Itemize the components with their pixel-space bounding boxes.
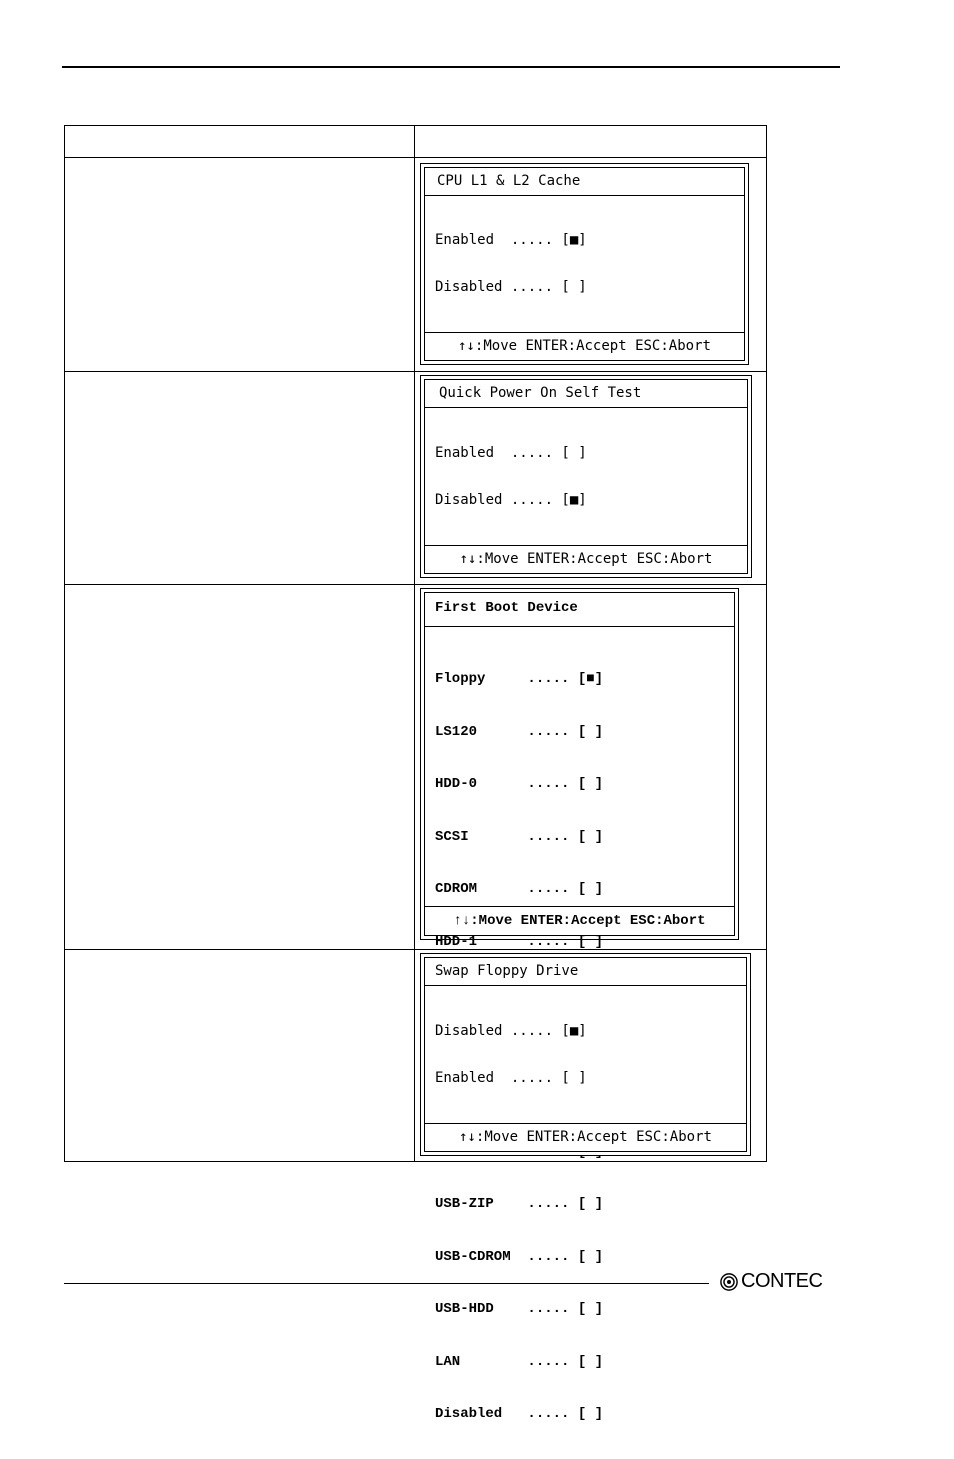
dialog-title: Quick Power On Self Test <box>439 385 642 401</box>
logo-text: CONTEC <box>741 1270 823 1292</box>
dialog-footer-rule <box>425 332 744 333</box>
option-ls120[interactable]: LS120 ..... [ ] <box>435 723 604 740</box>
row-divider <box>65 584 766 585</box>
contec-logo-icon <box>720 1273 738 1291</box>
dialog-title-rule <box>425 195 744 196</box>
option-disabled[interactable]: Disabled ..... [ ] <box>435 278 587 295</box>
dialog-footer: ↑↓:Move ENTER:Accept ESC:Abort <box>459 551 713 567</box>
dialog-options <box>435 993 587 1117</box>
option-usb-cdrom[interactable]: USB-CDROM ..... [ ] <box>435 1248 604 1265</box>
option-hdd-1[interactable]: HDD-1 ..... [ ] <box>435 933 604 950</box>
header-rule <box>62 66 840 68</box>
option-enabled[interactable]: Enabled ..... [ ] <box>435 1069 587 1086</box>
dialog-title-rule <box>425 626 734 627</box>
option-enabled[interactable]: Enabled ..... [■] <box>435 232 587 248</box>
dialog-options <box>435 202 587 326</box>
header-row-divider <box>65 157 766 158</box>
dialog-quick-post <box>420 375 752 578</box>
settings-table <box>64 125 767 1422</box>
dialog-frame <box>424 957 747 1152</box>
dialog-swap-floppy <box>420 953 751 1156</box>
footer-rule <box>64 1283 709 1284</box>
option-scsi[interactable]: SCSI ..... [ ] <box>435 828 604 845</box>
option-disabled[interactable]: Disabled ..... [■] <box>435 1023 587 1039</box>
dialog-footer-rule <box>425 906 734 907</box>
option-usb-hdd[interactable]: USB-HDD ..... [ ] <box>435 1301 604 1317</box>
option-disabled[interactable]: Disabled ..... [ ] <box>435 1406 604 1422</box>
dialog-footer: ↑↓:Move ENTER:Accept ESC:Abort <box>458 338 711 354</box>
dialog-title-rule <box>425 985 746 986</box>
contec-logo <box>720 1270 822 1293</box>
dialog-options <box>435 415 587 539</box>
option-cdrom[interactable]: CDROM ..... [ ] <box>435 881 604 897</box>
dialog-footer: ↑↓:Move ENTER:Accept ESC:Abort <box>459 1129 712 1145</box>
option-floppy[interactable]: Floppy ..... [■] <box>435 671 604 687</box>
dialog-footer: ↑↓:Move ENTER:Accept ESC:Abort <box>453 913 706 929</box>
option-enabled[interactable]: Enabled ..... [ ] <box>435 445 587 461</box>
column-divider <box>414 126 415 1161</box>
dialog-title: CPU L1 & L2 Cache <box>437 173 581 189</box>
option-disabled[interactable]: Disabled ..... [■] <box>435 491 587 508</box>
dialog-title: First Boot Device <box>435 600 578 616</box>
dialog-title-rule <box>425 407 747 408</box>
dialog-footer-rule <box>425 545 747 546</box>
dialog-cpu-cache <box>420 163 749 365</box>
option-hdd-0[interactable]: HDD-0 ..... [ ] <box>435 776 604 792</box>
option-lan[interactable]: LAN ..... [ ] <box>435 1353 604 1370</box>
dialog-footer-rule <box>425 1123 746 1124</box>
row-divider <box>65 371 766 372</box>
dialog-title: Swap Floppy Drive <box>435 963 579 979</box>
dialog-frame <box>424 379 748 574</box>
row-divider <box>65 949 766 950</box>
dialog-frame <box>424 167 745 361</box>
option-usb-zip[interactable]: USB-ZIP ..... [ ] <box>435 1196 604 1212</box>
